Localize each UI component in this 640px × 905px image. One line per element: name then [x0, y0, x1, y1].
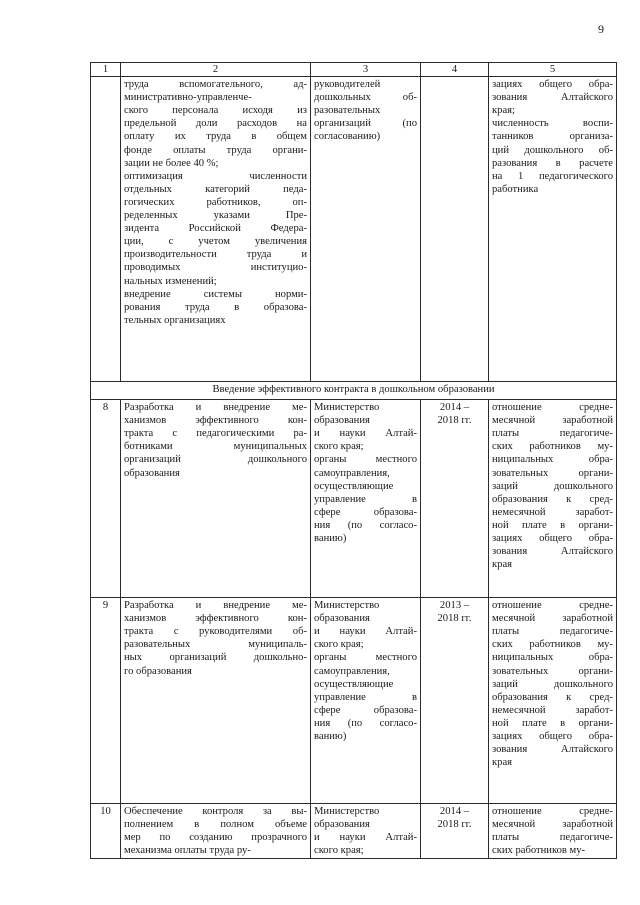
text-line: внедрение системы норми- [124, 288, 307, 300]
text-line: ной плате в органи- [492, 519, 613, 531]
measure-cell [121, 77, 311, 382]
row-number: 8 [91, 400, 121, 598]
text-line: Министерство [314, 806, 380, 818]
responsible-cell [311, 598, 421, 804]
period-text [424, 401, 485, 427]
text-line: Разработка и внедрение ме- [124, 402, 307, 414]
text-line: 2013 – [439, 600, 470, 612]
text-line: Разработка и внедрение ме- [124, 600, 307, 612]
text-line: образования к сред- [492, 691, 613, 703]
text-line: немесячной заработ- [492, 506, 613, 518]
period-cell [421, 400, 489, 598]
text-line: ниципальных обра- [492, 652, 613, 664]
text-line: управление в [314, 691, 417, 703]
table-row [91, 400, 617, 598]
text-line: ций дошкольного об- [492, 144, 613, 156]
text-line: образования [124, 467, 180, 479]
text-line: ханизмов эффективного кон- [124, 613, 307, 625]
text-line: фонде оплаты труда органи- [124, 144, 307, 156]
text-line: танников организа- [492, 131, 613, 143]
text-line: зидента Российской Федера- [124, 223, 307, 235]
text-line: осуществляющие [314, 678, 394, 690]
table-row [91, 804, 617, 859]
text-line: сфере образова- [314, 704, 417, 716]
measure-text [124, 599, 307, 678]
table-header-row [91, 63, 617, 77]
text-line: ского края; [314, 639, 364, 651]
indicator-cell [489, 77, 617, 382]
text-line: разовательных муниципаль- [124, 639, 307, 651]
text-line: зовательных органи- [492, 467, 613, 479]
text-line: отношение средне- [492, 402, 613, 414]
text-line: труда вспомогательного, ад- [124, 79, 307, 91]
text-line: руководителей [314, 79, 381, 91]
text-line: месячной заработной [492, 613, 613, 625]
text-line: 2018 гг. [437, 613, 472, 625]
row-number-cell [91, 77, 121, 382]
text-line: платы педагогиче- [492, 428, 613, 440]
responsible-cell [311, 804, 421, 859]
row-number: 10 [91, 804, 121, 859]
text-line: дошкольных об- [314, 92, 417, 104]
plan-table [90, 62, 617, 859]
page-number: 9 [598, 22, 604, 36]
text-line: зациях общего обра- [492, 79, 613, 91]
text-line: тракта с педагогическими ра- [124, 428, 307, 440]
text-line: отдельных категорий педа- [124, 183, 307, 195]
text-line: края [492, 757, 513, 769]
text-line: управление в [314, 493, 417, 505]
text-line: и науки Алтай- [314, 832, 417, 844]
text-line: механизма оплаты труда ру- [124, 845, 251, 857]
text-line: ских работников му- [492, 845, 586, 857]
text-line: Обеспечение контроля за вы- [124, 806, 307, 818]
text-line: ния (по согласо- [314, 717, 417, 729]
measure-text [124, 401, 307, 480]
text-line: министративно-управленче- [124, 92, 252, 104]
text-line: согласованию) [314, 131, 381, 143]
text-line: ределенных указами Пре- [124, 210, 307, 222]
text-line: ботниками муниципальных [124, 441, 307, 453]
text-line: месячной заработной [492, 415, 613, 427]
text-line: самоуправления, [314, 467, 390, 479]
text-line: осуществляющие [314, 480, 394, 492]
text-line: ции, с учетом увеличения [124, 236, 307, 248]
row-number: 9 [91, 598, 121, 804]
section-title: Введение эффективного контракта в дошкольном образовании [91, 382, 617, 400]
text-line: ных организаций дошкольно- [124, 652, 307, 664]
text-line: Министерство [314, 600, 380, 612]
text-line: края; [492, 105, 515, 117]
table-row-continued [91, 77, 617, 382]
text-line: зации не более 40 %; [124, 157, 219, 169]
responsible-text [314, 599, 417, 743]
text-line: разовательных [314, 105, 381, 117]
header-col-4: 4 [421, 63, 489, 77]
text-line: зования Алтайского [492, 92, 613, 104]
text-line: зования Алтайского [492, 546, 613, 558]
text-line: на 1 педагогического [492, 170, 613, 182]
text-line: ских работников му- [492, 639, 613, 651]
text-line: ского края; [314, 441, 364, 453]
text-line: организаций дошкольного [124, 454, 307, 466]
text-line: образования [314, 819, 370, 831]
period-cell [421, 77, 489, 382]
text-line: ских работников му- [492, 441, 613, 453]
responsible-text [314, 401, 417, 545]
text-line: нальных изменений; [124, 275, 217, 287]
text-line: гогических работников, оп- [124, 196, 307, 208]
text-line: организаций (по [314, 118, 417, 130]
text-line: ванию) [314, 731, 347, 743]
text-line: ванию) [314, 533, 347, 545]
measure-text [124, 805, 307, 857]
text-line: оптимизация численности [124, 170, 307, 182]
text-line: мер по созданию прозрачного [124, 832, 307, 844]
period-cell [421, 804, 489, 859]
text-line: зования Алтайского [492, 744, 613, 756]
text-line: образования к сред- [492, 493, 613, 505]
text-line: ной плате в органи- [492, 717, 613, 729]
text-line: зациях общего обра- [492, 533, 613, 545]
text-line: сфере образова- [314, 506, 417, 518]
text-line: самоуправления, [314, 665, 390, 677]
text-line: полнением в полном объеме [124, 819, 307, 831]
text-line: численность воспи- [492, 118, 613, 130]
text-line: 2014 – [439, 806, 470, 818]
section-row [91, 382, 617, 400]
text-line: края [492, 559, 513, 571]
text-line: 2018 гг. [437, 819, 472, 831]
text-line: Министерство [314, 402, 380, 414]
text-line: разования в расчете [492, 157, 613, 169]
text-line: зовательных органи- [492, 665, 613, 677]
text-line: тракта с руководителями об- [124, 626, 307, 638]
text-line: органы местного [314, 454, 417, 466]
period-text [424, 805, 485, 831]
text-line: работника [492, 183, 539, 195]
text-line: платы педагогиче- [492, 832, 613, 844]
period-text [424, 599, 485, 625]
text-line: оплату их труда в общем [124, 131, 307, 143]
text-line: зациях общего обра- [492, 731, 613, 743]
text-line: ния (по согласо- [314, 519, 417, 531]
text-line: заций дошкольного [492, 678, 613, 690]
indicator-cell [489, 804, 617, 859]
text-line: ниципальных обра- [492, 454, 613, 466]
responsible-cell [311, 400, 421, 598]
text-line: ского края; [314, 845, 364, 857]
indicator-text [492, 78, 613, 196]
period-cell [421, 598, 489, 804]
indicator-text [492, 599, 613, 769]
text-line: месячной заработной [492, 819, 613, 831]
text-line: 2014 – [439, 402, 470, 414]
measure-cell [121, 598, 311, 804]
measure-text [124, 78, 307, 327]
text-line: платы педагогиче- [492, 626, 613, 638]
measure-cell [121, 804, 311, 859]
text-line: проводимых институцио- [124, 262, 307, 274]
text-line: ского персонала исходя из [124, 105, 307, 117]
responsible-text [314, 78, 417, 143]
header-col-5: 5 [489, 63, 617, 77]
indicator-text [492, 401, 613, 571]
header-col-2: 2 [121, 63, 311, 77]
indicator-cell [489, 598, 617, 804]
text-line: заций дошкольного [492, 480, 613, 492]
text-line: 2018 гг. [437, 415, 472, 427]
text-line: рования труда в образова- [124, 301, 307, 313]
text-line: го образования [124, 665, 192, 677]
indicator-text [492, 805, 613, 857]
header-col-3: 3 [311, 63, 421, 77]
responsible-cell [311, 77, 421, 382]
text-line: производительности труда и [124, 249, 307, 261]
text-line: ханизмов эффективного кон- [124, 415, 307, 427]
text-line: органы местного [314, 652, 417, 664]
text-line: тельных организациях [124, 314, 226, 326]
text-line: и науки Алтай- [314, 626, 417, 638]
text-line: образования [314, 415, 370, 427]
indicator-cell [489, 400, 617, 598]
text-line: отношение средне- [492, 600, 613, 612]
measure-cell [121, 400, 311, 598]
responsible-text [314, 805, 417, 857]
text-line: и науки Алтай- [314, 428, 417, 440]
text-line: предельной доли расходов на [124, 118, 307, 130]
text-line: отношение средне- [492, 806, 613, 818]
text-line: немесячной заработ- [492, 704, 613, 716]
table-row [91, 598, 617, 804]
text-line: образования [314, 613, 370, 625]
header-col-1: 1 [91, 63, 121, 77]
